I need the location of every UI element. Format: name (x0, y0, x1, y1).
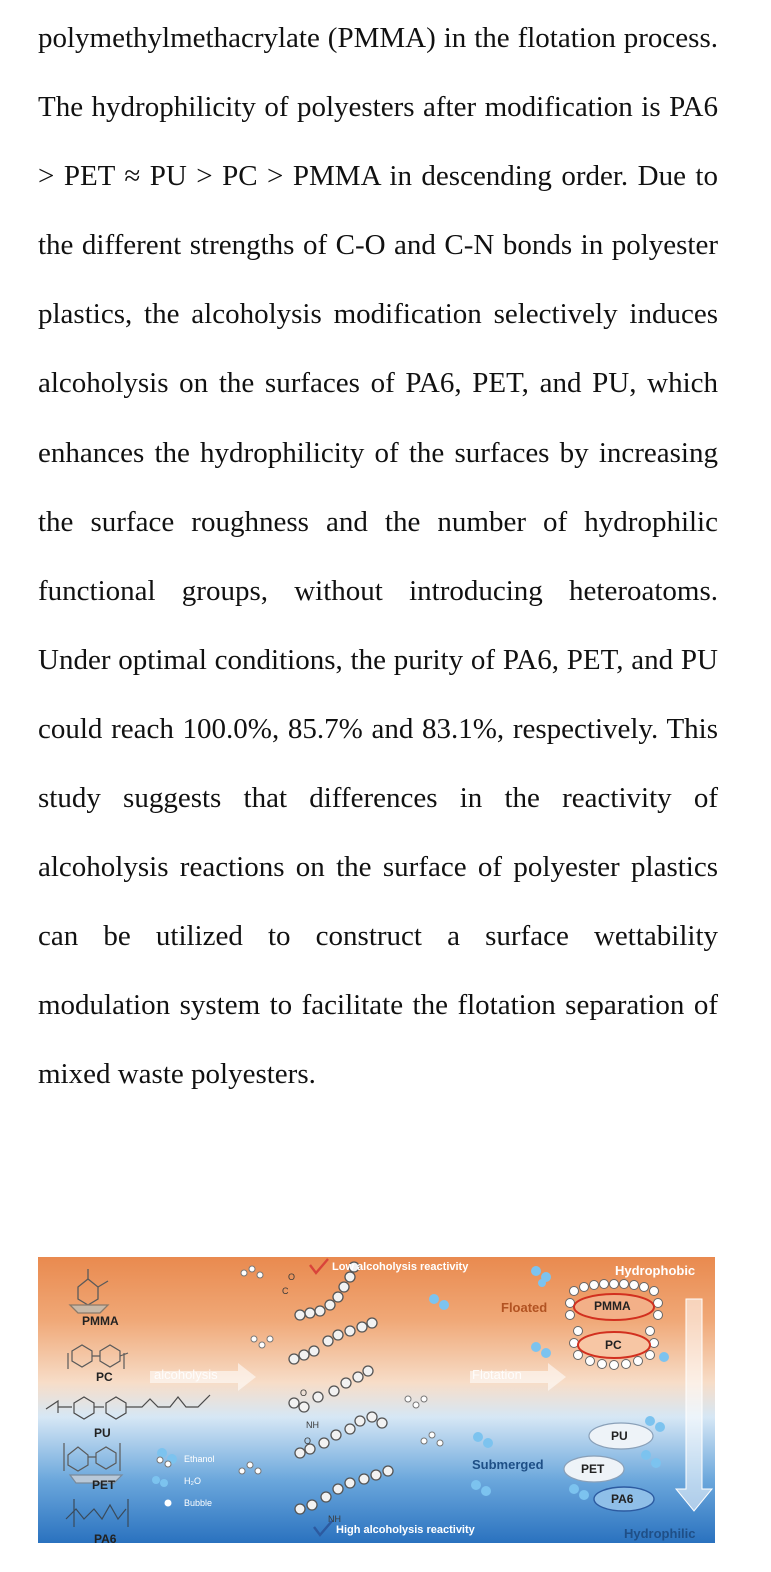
pet-structure-icon (64, 1443, 122, 1483)
label-floated: Floated (501, 1300, 548, 1315)
hydrophilicity-arrow (676, 1299, 712, 1511)
label-high-reactivity: High alcoholysis reactivity (336, 1524, 475, 1536)
chem-o-top: O (288, 1272, 296, 1282)
pa6-structure-icon (66, 1499, 128, 1527)
pu-structure-icon (46, 1395, 210, 1419)
oval-label-pu: PU (611, 1429, 628, 1443)
legend-water: H₂O (184, 1476, 201, 1486)
label-low-reactivity: Low alcoholysis reactivity (332, 1261, 469, 1273)
oval-label-pa6: PA6 (611, 1492, 634, 1506)
label-hydrophilic: Hydrophilic (624, 1526, 696, 1541)
legend-bubble: Bubble (184, 1498, 213, 1508)
chem-o-mid: O (300, 1388, 308, 1398)
label-alcoholysis: alcoholysis (154, 1367, 218, 1382)
check-icon-top (310, 1259, 328, 1273)
label-pc: PC (96, 1370, 113, 1384)
label-hydrophobic: Hydrophobic (615, 1263, 696, 1278)
legend-bubble-icon (165, 1500, 172, 1507)
label-pu: PU (94, 1426, 111, 1440)
chem-o-low: O (304, 1436, 312, 1446)
label-submerged: Submerged (472, 1457, 544, 1472)
legend-ethanol: Ethanol (184, 1454, 215, 1464)
graphical-abstract-figure (38, 1257, 715, 1543)
oval-label-pmma: PMMA (594, 1299, 631, 1313)
oval-label-pet: PET (581, 1462, 605, 1476)
label-pa6: PA6 (94, 1532, 117, 1543)
label-pet: PET (92, 1478, 116, 1492)
chem-nh-low: NH (328, 1514, 341, 1524)
label-pmma: PMMA (82, 1314, 119, 1328)
pc-structure-icon (68, 1345, 128, 1369)
chem-nh: NH (306, 1420, 319, 1430)
body-paragraph: polymethylmethacrylate (PMMA) in the flotation process. The hydrophilicity of polyesters after modification is PA6 > PET ≈ PU > PC > PMMA in descending order. Due to the different strengths of C-O and C-N bonds in polyester plastics, the alcoholysis modification selectively induces alcoholysis on the surfaces of PA6, PET, and PU, which enhances the hydrophilicity of the surfaces by increasing the surface roughness and the number of hydrophilic functional groups, without introducing heteroatoms. Under optimal conditions, the purity of PA6, PET, and PU could reach 100.0%, 85.7% and 83.1%, respectively. This study suggests that differences in the reactivity of alcoholysis reactions on the surface of polyester plastics can be utilized to construct a surface wettability modulation system to facilitate the flotation separation of mixed waste polyesters. (38, 22, 718, 1091)
label-flotation: Flotation (472, 1367, 522, 1382)
chem-c-top: C (282, 1286, 289, 1296)
pmma-structure-icon (70, 1269, 108, 1313)
oval-label-pc: PC (605, 1338, 622, 1352)
